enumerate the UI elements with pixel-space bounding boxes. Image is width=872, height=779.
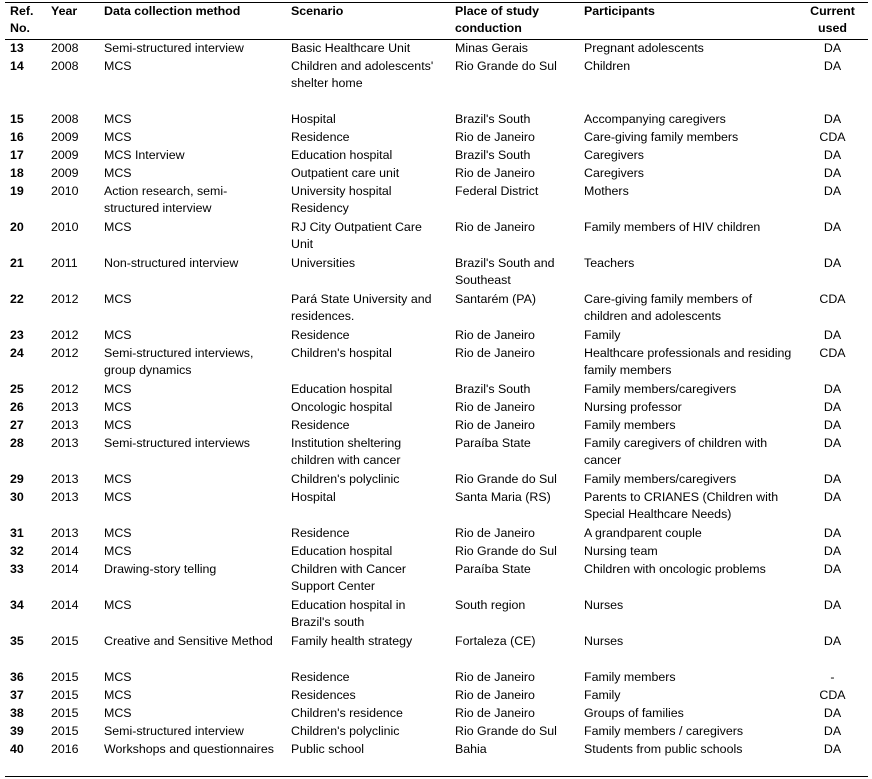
cell-scenario: Education hospital (291, 147, 393, 162)
cell-place: Rio de Janeiro (455, 345, 535, 360)
table-row (5, 58, 868, 111)
cell-year: 2014 (51, 597, 79, 612)
cell-year: 2008 (51, 41, 79, 55)
cell-place: Rio de Janeiro (455, 525, 535, 540)
table-row (5, 741, 868, 777)
cell-place: Rio de Janeiro (455, 417, 535, 432)
cell-place: Brazil's South (455, 111, 531, 126)
cell-method: MCS (104, 111, 132, 126)
studies-table (5, 2, 868, 777)
cell-method: MCS (104, 219, 132, 234)
cell-scenario: Hospital (291, 489, 336, 504)
cell-current-used: DA (823, 489, 842, 504)
cell-current-used: DA (823, 597, 842, 612)
table-row (5, 687, 868, 705)
cell-place: Santa Maria (RS) (455, 489, 551, 504)
cell-participants: Care-giving family members (584, 129, 739, 144)
cell-place: Rio Grande do Sul (455, 58, 557, 73)
cell-year: 2015 (51, 669, 79, 684)
cell-year: 2012 (51, 327, 79, 342)
cell-method: MCS (104, 525, 132, 540)
cell-method: MCS (104, 489, 132, 504)
cell-scenario: Outpatient care unit (291, 165, 400, 180)
cell-participants: Mothers (584, 183, 629, 198)
cell-place: Brazil's South and Southeast (455, 255, 555, 287)
cell-current-used: CDA (819, 129, 846, 144)
cell-ref: 25 (10, 381, 24, 396)
cell-participants: Teachers (584, 255, 635, 270)
table-header (5, 3, 868, 40)
cell-method: Semi-structured interviews (104, 435, 250, 450)
cell-current-used: DA (823, 543, 842, 558)
table-row (5, 489, 868, 525)
cell-year: 2014 (51, 543, 79, 558)
cell-current-used: DA (823, 471, 842, 486)
table-row (5, 291, 868, 327)
table-row (5, 705, 868, 723)
cell-current-used: DA (823, 561, 842, 576)
cell-method: MCS (104, 129, 132, 144)
cell-ref: 14 (10, 58, 24, 73)
cell-year: 2013 (51, 417, 79, 432)
cell-method: MCS (104, 381, 132, 396)
cell-method: Semi-structured interviews, group dynamics (104, 345, 254, 377)
cell-place: Rio de Janeiro (455, 219, 535, 234)
cell-method: Semi-structured interview (104, 41, 244, 55)
cell-year: 2013 (51, 435, 79, 450)
cell-participants: Children with oncologic problems (584, 561, 766, 576)
cell-participants: Parents to CRIANES (Children with Special Healthcare Needs) (584, 489, 779, 521)
table-row (5, 417, 868, 435)
cell-scenario: Residence (291, 327, 350, 342)
cell-place: Rio de Janeiro (455, 687, 535, 702)
cell-participants: Pregnant adolescents (584, 41, 704, 55)
header-current-used: Current used (796, 3, 868, 40)
cell-scenario: Public school (291, 741, 365, 756)
cell-ref: 16 (10, 129, 24, 144)
cell-year: 2013 (51, 525, 79, 540)
table-row (5, 597, 868, 633)
cell-scenario: Residences (291, 687, 356, 702)
cell-participants: Family members (584, 669, 676, 684)
cell-place: Rio de Janeiro (455, 327, 535, 342)
cell-participants: Nurses (584, 633, 624, 648)
cell-year: 2009 (51, 129, 79, 144)
cell-current-used: DA (823, 633, 842, 648)
header-ref: Ref. No. (5, 3, 46, 40)
cell-place: Rio de Janeiro (455, 165, 535, 180)
cell-ref: 31 (10, 525, 24, 540)
cell-scenario: Residence (291, 129, 350, 144)
cell-place: Rio de Janeiro (455, 129, 535, 144)
cell-year: 2009 (51, 165, 79, 180)
cell-current-used: - (830, 669, 835, 684)
cell-ref: 21 (10, 255, 24, 270)
table-row (5, 129, 868, 147)
table-row (5, 543, 868, 561)
cell-participants: A grandparent couple (584, 525, 702, 540)
cell-participants: Nursing professor (584, 399, 682, 414)
cell-current-used: DA (823, 183, 842, 198)
cell-place: Rio Grande do Sul (455, 471, 557, 486)
cell-place: Rio de Janeiro (455, 399, 535, 414)
header-row (5, 3, 868, 40)
cell-method: MCS (104, 58, 132, 73)
cell-year: 2012 (51, 381, 79, 396)
cell-ref: 22 (10, 291, 24, 306)
cell-ref: 40 (10, 741, 24, 756)
cell-year: 2010 (51, 183, 79, 198)
table-row (5, 633, 868, 669)
cell-ref: 26 (10, 399, 24, 414)
table-row (5, 327, 868, 345)
cell-current-used: DA (823, 58, 842, 73)
cell-place: Rio de Janeiro (455, 705, 535, 720)
cell-scenario: Basic Healthcare Unit (291, 41, 411, 55)
cell-ref: 37 (10, 687, 24, 702)
table-row (5, 561, 868, 597)
cell-current-used: CDA (819, 345, 846, 360)
table-row (5, 435, 868, 471)
cell-participants: Students from public schools (584, 741, 743, 756)
cell-current-used: DA (823, 705, 842, 720)
cell-year: 2014 (51, 561, 79, 576)
cell-place: Paraíba State (455, 435, 531, 450)
cell-ref: 20 (10, 219, 24, 234)
cell-method: MCS (104, 669, 132, 684)
cell-year: 2011 (51, 255, 78, 270)
cell-current-used: DA (823, 111, 842, 126)
cell-ref: 30 (10, 489, 24, 504)
cell-current-used: DA (823, 165, 842, 180)
cell-year: 2012 (51, 345, 79, 360)
cell-place: Fortaleza (CE) (455, 633, 536, 648)
cell-participants: Children (584, 58, 631, 73)
cell-current-used: DA (823, 381, 842, 396)
table-row (5, 255, 868, 291)
cell-place: Rio de Janeiro (455, 669, 535, 684)
cell-ref: 27 (10, 417, 24, 432)
cell-current-used: DA (823, 327, 842, 342)
cell-scenario: Children's hospital (291, 345, 392, 360)
cell-place: Santarém (PA) (455, 291, 537, 306)
cell-year: 2009 (51, 147, 79, 162)
table-row (5, 471, 868, 489)
table-row (5, 40, 868, 58)
cell-current-used: CDA (819, 291, 846, 306)
cell-year: 2013 (51, 471, 79, 486)
cell-scenario: Oncologic hospital (291, 399, 393, 414)
table-body (5, 40, 868, 777)
cell-place: Paraíba State (455, 561, 531, 576)
table-row (5, 399, 868, 417)
cell-scenario: Residence (291, 417, 350, 432)
table-row (5, 147, 868, 165)
cell-method: MCS (104, 165, 132, 180)
table-row (5, 525, 868, 543)
cell-scenario: Education hospital (291, 381, 393, 396)
cell-scenario: Children and adolescents' shelter home (291, 58, 434, 90)
cell-ref: 36 (10, 669, 24, 684)
cell-ref: 35 (10, 633, 24, 648)
header-place: Place of study conduction (450, 3, 579, 40)
cell-participants: Family members/caregivers (584, 381, 737, 396)
cell-current-used: CDA (819, 687, 846, 702)
cell-year: 2008 (51, 111, 79, 126)
cell-current-used: DA (823, 219, 842, 234)
cell-scenario: Children's polyclinic (291, 471, 400, 486)
header-year: Year (46, 3, 99, 40)
cell-ref: 13 (10, 41, 24, 55)
cell-ref: 32 (10, 543, 24, 558)
cell-current-used: DA (823, 435, 842, 450)
cell-method: MCS (104, 543, 132, 558)
table-row (5, 345, 868, 381)
cell-ref: 17 (10, 147, 24, 162)
cell-ref: 33 (10, 561, 24, 576)
cell-method: MCS (104, 291, 132, 306)
cell-method: Non-structured interview (104, 255, 239, 270)
cell-method: MCS (104, 705, 132, 720)
header-scenario: Scenario (286, 3, 450, 40)
cell-year: 2015 (51, 723, 79, 738)
cell-method: MCS (104, 471, 132, 486)
cell-year: 2008 (51, 58, 79, 73)
cell-participants: Groups of families (584, 705, 684, 720)
cell-scenario: Children with Cancer Support Center (291, 561, 407, 593)
cell-participants: Family members of HIV children (584, 219, 761, 234)
cell-scenario: Hospital (291, 111, 336, 126)
table-row (5, 111, 868, 129)
cell-scenario: Universities (291, 255, 356, 270)
cell-current-used: DA (823, 41, 842, 55)
cell-scenario: Pará State University and residences. (291, 291, 432, 323)
cell-year: 2012 (51, 291, 79, 306)
cell-method: MCS (104, 399, 132, 414)
cell-participants: Family members/caregivers (584, 471, 737, 486)
cell-current-used: DA (823, 741, 842, 756)
cell-ref: 18 (10, 165, 24, 180)
cell-method: Semi-structured interview (104, 723, 244, 738)
table-row (5, 381, 868, 399)
table-row (5, 669, 868, 687)
cell-scenario: Residence (291, 669, 350, 684)
cell-scenario: Education hospital in Brazil's south (291, 597, 406, 629)
cell-place: Rio Grande do Sul (455, 543, 557, 558)
cell-place: Bahia (455, 741, 487, 756)
cell-scenario: RJ City Outpatient Care Unit (291, 219, 422, 251)
cell-method: MCS Interview (104, 147, 185, 162)
table-row (5, 183, 868, 219)
cell-ref: 23 (10, 327, 24, 342)
cell-year: 2013 (51, 399, 79, 414)
cell-scenario: University hospital Residency (291, 183, 392, 215)
cell-method: Workshops and questionnaires (104, 741, 274, 756)
cell-participants: Nursing team (584, 543, 658, 558)
cell-participants: Family members (584, 417, 676, 432)
cell-place: Rio Grande do Sul (455, 723, 557, 738)
cell-participants: Care-giving family members of children and adolescents (584, 291, 753, 323)
cell-participants: Family members / caregivers (584, 723, 744, 738)
cell-current-used: DA (823, 525, 842, 540)
cell-method: Action research, semi-structured interview (104, 183, 228, 215)
cell-ref: 39 (10, 723, 24, 738)
cell-method: MCS (104, 327, 132, 342)
cell-current-used: DA (823, 723, 842, 738)
cell-method: Creative and Sensitive Method (104, 633, 273, 648)
table-row (5, 219, 868, 255)
cell-current-used: DA (823, 147, 842, 162)
cell-year: 2015 (51, 633, 79, 648)
cell-participants: Caregivers (584, 165, 644, 180)
cell-ref: 29 (10, 471, 24, 486)
cell-place: South region (455, 597, 526, 612)
cell-method: MCS (104, 597, 132, 612)
cell-ref: 15 (10, 111, 24, 126)
cell-participants: Family (584, 687, 621, 702)
cell-place: Federal District (455, 183, 539, 198)
cell-ref: 34 (10, 597, 24, 612)
header-participants: Participants (579, 3, 796, 40)
cell-method: MCS (104, 417, 132, 432)
cell-ref: 19 (10, 183, 24, 198)
cell-year: 2010 (51, 219, 79, 234)
cell-participants: Healthcare professionals and residing family members (584, 345, 792, 377)
cell-current-used: DA (823, 399, 842, 414)
cell-current-used: DA (823, 417, 842, 432)
cell-scenario: Education hospital (291, 543, 393, 558)
table-row (5, 165, 868, 183)
cell-participants: Family (584, 327, 621, 342)
cell-method: MCS (104, 687, 132, 702)
cell-participants: Caregivers (584, 147, 644, 162)
table-row (5, 723, 868, 741)
cell-ref: 28 (10, 435, 24, 450)
cell-year: 2013 (51, 489, 79, 504)
cell-ref: 38 (10, 705, 24, 720)
cell-scenario: Children's residence (291, 705, 403, 720)
cell-place: Minas Gerais (455, 41, 528, 55)
cell-scenario: Children's polyclinic (291, 723, 400, 738)
cell-place: Brazil's South (455, 381, 531, 396)
cell-current-used: DA (823, 255, 842, 270)
cell-scenario: Institution sheltering children with cancer (291, 435, 402, 467)
cell-participants: Family caregivers of children with cancer (584, 435, 768, 467)
cell-year: 2016 (51, 741, 79, 756)
header-method: Data collection method (99, 3, 286, 40)
cell-scenario: Family health strategy (291, 633, 413, 648)
cell-year: 2015 (51, 705, 79, 720)
cell-ref: 24 (10, 345, 24, 360)
cell-method: Drawing-story telling (104, 561, 217, 576)
cell-participants: Nurses (584, 597, 624, 612)
cell-year: 2015 (51, 687, 79, 702)
cell-scenario: Residence (291, 525, 350, 540)
cell-place: Brazil's South (455, 147, 531, 162)
cell-participants: Accompanying caregivers (584, 111, 726, 126)
